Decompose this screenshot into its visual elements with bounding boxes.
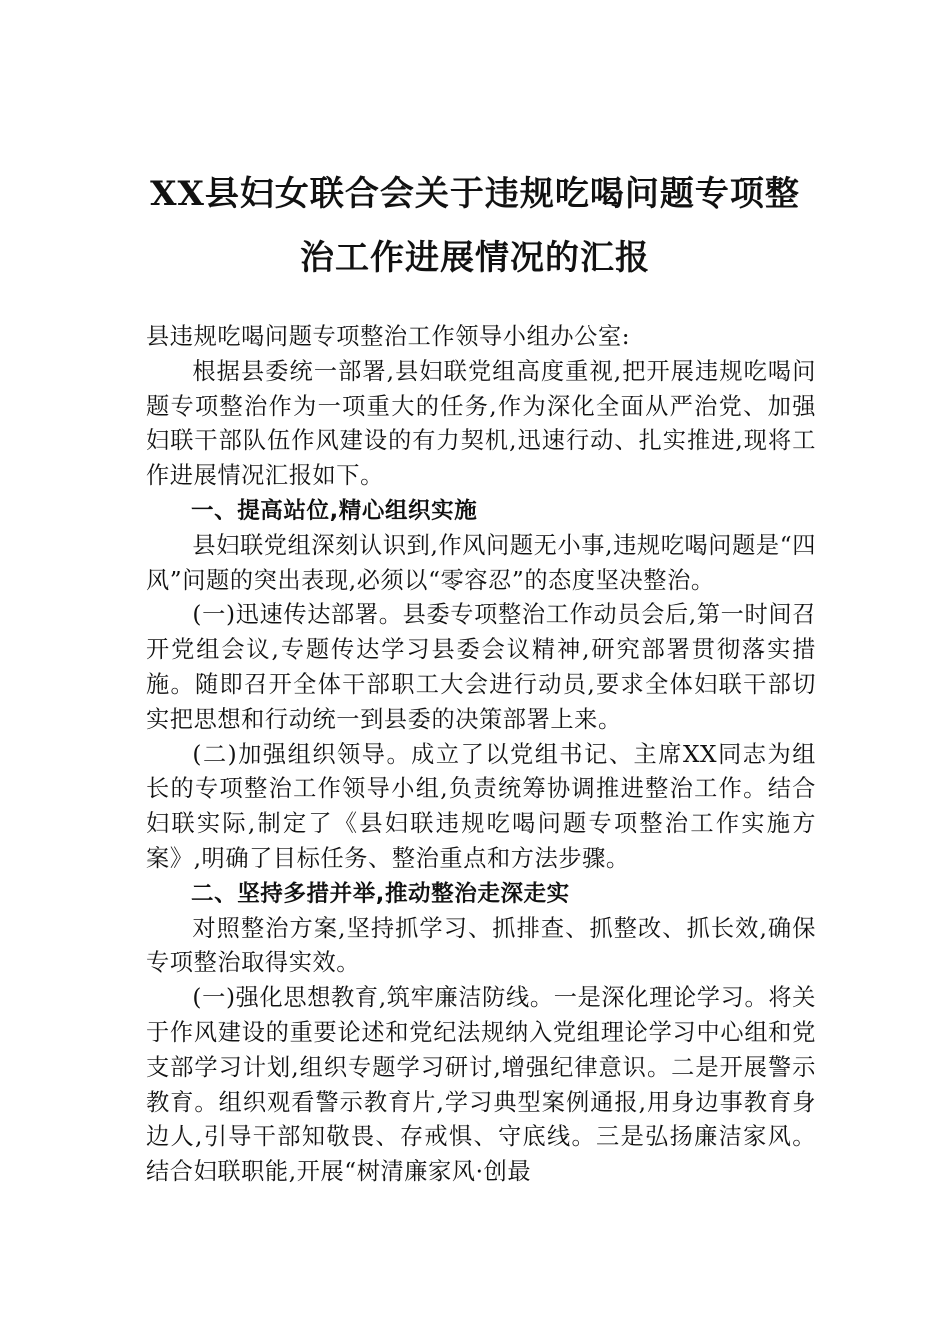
salutation: 县违规吃喝问题专项整治工作领导小组办公室: xyxy=(146,323,631,350)
document-body xyxy=(146,320,816,1190)
section-heading-1: 一、提高站位,精心组织实施 xyxy=(191,497,478,524)
paragraph-section-1-intro: 县妇联党组深刻认识到,作风问题无小事,违规吃喝问题是“四风”问题的突出表现,必须以“零容忍”的态度坚决整治。 xyxy=(146,531,816,594)
paragraph-ideological-education: (一)强化思想教育,筑牢廉洁防线。一是深化理论学习。将关于作风建设的重要论述和党纪法规纳入党组理论学习中心组和党支部学习计划,组织专题学习研讨,增强纪律意识。二是开展警示教育。组织观看警示教育片,学习典型案例通报,用身边事教育身边人,引导干部知敬畏、存戒惧、守底线。三是弘扬廉洁家风。结合妇联职能,开展“树清廉家风·创最 xyxy=(146,984,816,1186)
paragraph-rapid-deployment: (一)迅速传达部署。县委专项整治工作动员会后,第一时间召开党组会议,专题传达学习县委会议精神,研究部署贯彻落实措施。随即召开全体干部职工大会进行动员,要求全体妇联干部切实把思想和行动统一到县委的决策部署上来。 xyxy=(146,601,816,733)
paragraph-section-2-intro: 对照整治方案,坚持抓学习、抓排查、抓整改、抓长效,确保专项整治取得实效。 xyxy=(146,914,816,977)
paragraph-organizational-leadership: (二)加强组织领导。成立了以党组书记、主席XX同志为组长的专项整治工作领导小组,负责统筹协调推进整治工作。结合妇联实际,制定了《县妇联违规吃喝问题专项整治工作实施方案》,明确了目标任务、整治重点和方法步骤。 xyxy=(146,740,816,872)
document-title-line-2: 治工作进展情况的汇报 xyxy=(300,238,650,278)
document-title-line-1: XX县妇女联合会关于违规吃喝问题专项整 xyxy=(150,174,800,214)
section-heading-2: 二、坚持多措并举,推动整治走深走实 xyxy=(191,880,570,907)
paragraph-intro: 根据县委统一部署,县妇联党组高度重视,把开展违规吃喝问题专项整治作为一项重大的任务,作为深化全面从严治党、加强妇联干部队伍作风建设的有力契机,迅速行动、扎实推进,现将工作进展情况汇报如下。 xyxy=(146,357,816,490)
